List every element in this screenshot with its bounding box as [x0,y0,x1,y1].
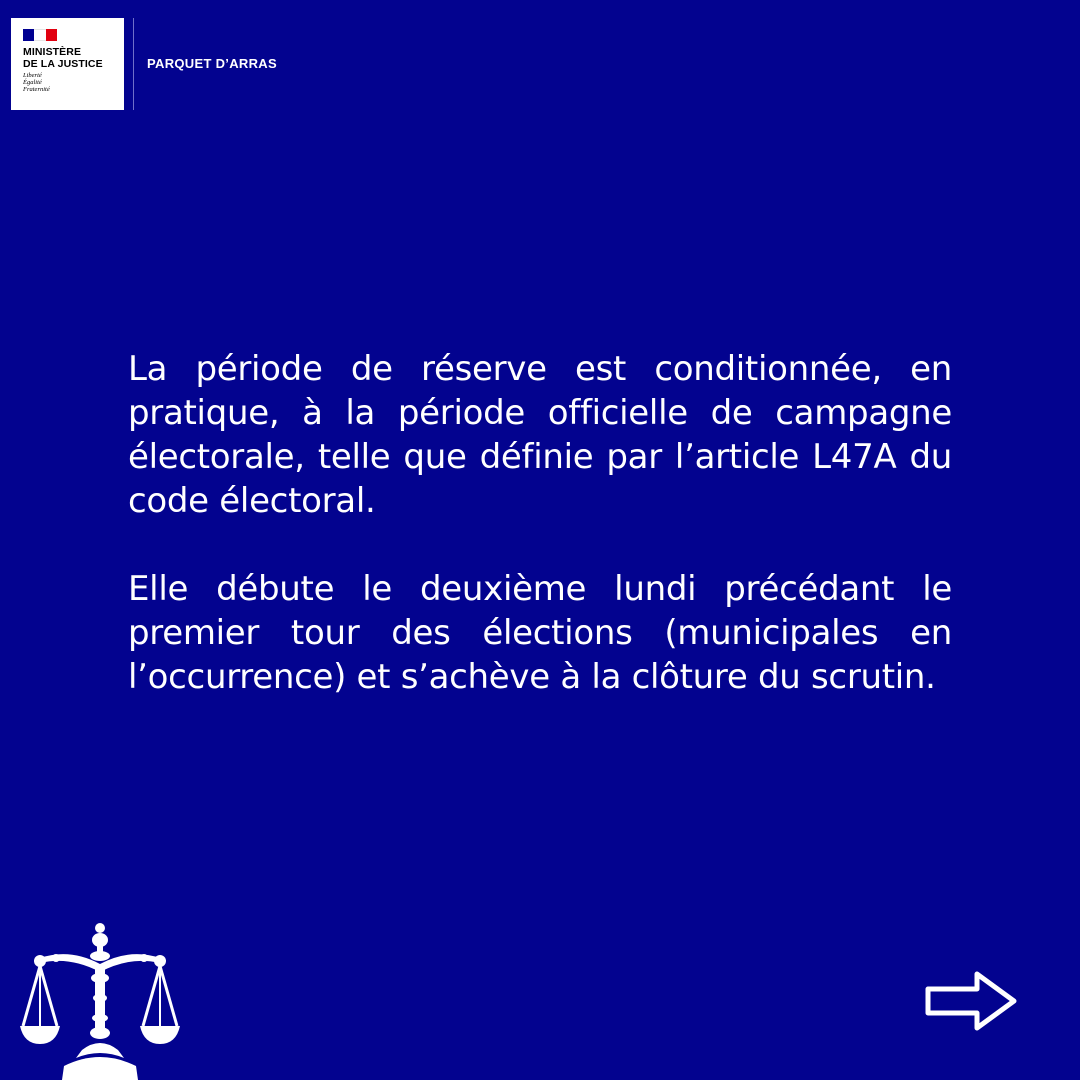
header-divider [133,18,134,110]
main-text [128,347,952,699]
motto [23,72,124,93]
ministry-name-line2: DE LA JUSTICE [23,57,103,70]
ministry-logo [11,18,124,110]
motto-liberte: Liberté [23,72,42,79]
ministry-name-line1: MINISTÈRE [23,46,82,58]
motto-fraternite: Fraternité [23,86,50,93]
institution-name: PARQUET D’ARRAS [147,56,277,71]
arrow-right-icon[interactable] [922,968,1022,1034]
paragraph-reserve-period: La période de réserve est conditionnée, en pratique, à la période officielle de campagne électorale, telle que définie par l’article L47A du code électoral. [128,349,952,521]
french-flag-icon [23,29,57,41]
scales-of-justice-icon [20,918,186,1080]
motto-egalite: Égalité [23,79,42,86]
paragraph-start-end: Elle débute le deuxième lundi précédant le premier tour des élections (municipales en l’occurrence) et s’achève à la clôture du scrutin. [128,569,952,697]
